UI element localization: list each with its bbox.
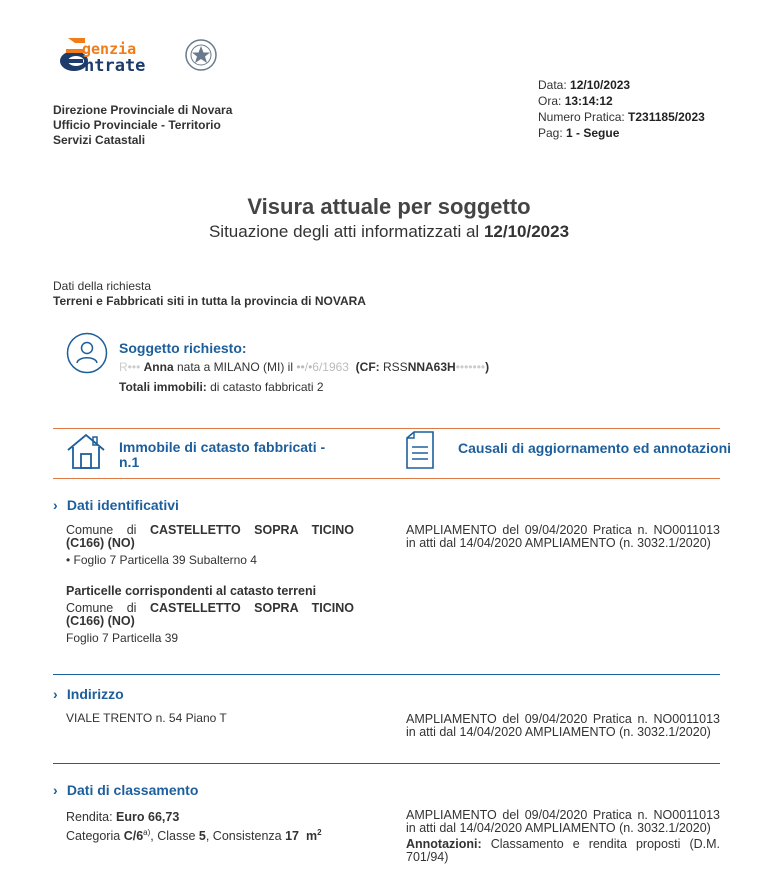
- subject-surname: R•••: [119, 360, 141, 374]
- table-head-left: Immobile di catasto fabbricati - n.1: [119, 439, 326, 470]
- chevron-right-icon: ›: [53, 686, 58, 702]
- subject-birth-date: ••/•6/1963: [296, 360, 349, 374]
- section-rule-2: [53, 763, 720, 764]
- categoria-sup: a): [143, 828, 151, 837]
- subject-totals: [119, 380, 324, 395]
- classamento-causale: [406, 809, 720, 864]
- time-label: Ora:: [538, 94, 562, 108]
- subject-cf-masked: •••••••: [455, 360, 486, 374]
- foglio2-line: Foglio 7 Particella 39: [66, 631, 179, 645]
- subject-cf-mid: NNA63H: [407, 360, 456, 374]
- practice-value: T231185/2023: [628, 110, 705, 124]
- identificativi-heading-label: Dati identificativi: [66, 497, 179, 513]
- subject-cf-close: ): [485, 360, 490, 374]
- consistenza-value: 17: [285, 829, 299, 844]
- logo-line-1: genzia: [82, 40, 137, 58]
- agenzia-logo: [58, 34, 188, 76]
- section-classamento-heading[interactable]: [53, 782, 198, 798]
- time-value: 13:14:12: [564, 94, 613, 108]
- subject-heading: Soggetto richiesto:: [119, 340, 247, 356]
- totals-value: di catasto fabbricati 2: [210, 380, 324, 394]
- table-head-right: Causali di aggiornamento ed annotazioni: [458, 440, 732, 456]
- subtitle-date: 12/10/2023: [483, 222, 570, 241]
- house-icon: [66, 432, 106, 470]
- comune-code: (C166) (NO): [66, 536, 135, 550]
- section-identificativi-heading[interactable]: [53, 497, 179, 513]
- logo-line-2: ntrate: [84, 56, 146, 76]
- annotazioni-value: Classamento e rendita proposti (D.M. 701/94): [406, 837, 721, 864]
- unit-sup: 2: [317, 828, 322, 837]
- chevron-right-icon: ›: [53, 497, 58, 513]
- annotazioni-label: Annotazioni:: [406, 837, 482, 851]
- rendita-label: Rendita:: [66, 810, 113, 824]
- classamento-causale-text: AMPLIAMENTO del 09/04/2020 Pratica n. NO0011013 in atti dal 14/04/2020 AMPLIAMENTO (n. 3032.1/2020): [406, 808, 720, 835]
- indirizzo-address: VIALE TRENTO n. 54 Piano T: [66, 711, 227, 725]
- foglio-line: • Foglio 7 Particella 39 Subalterno 4: [66, 553, 257, 567]
- rendita-value: Euro 66,73: [116, 810, 180, 824]
- date-value: 12/10/2023: [570, 78, 631, 92]
- classamento-heading-label: Dati di classamento: [66, 782, 199, 798]
- chevron-right-icon: ›: [53, 782, 58, 798]
- consistenza-label: , Consistenza: [205, 829, 282, 844]
- subject-birth: nata a MILANO (MI) il: [176, 360, 293, 374]
- meta-block: [538, 77, 705, 141]
- office-line-3: Servizi Catastali: [53, 133, 146, 147]
- classe-label: , Classe: [150, 829, 196, 844]
- user-icon: [66, 332, 108, 374]
- office-block: [53, 103, 232, 148]
- page-value: 1 - Segue: [566, 126, 620, 140]
- classe-value: 5: [198, 829, 206, 844]
- page-title: Visura attuale per soggetto: [247, 194, 531, 219]
- request-label: Dati della richiesta: [53, 279, 152, 293]
- consistenza-unit: m: [305, 829, 318, 844]
- totals-label: Totali immobili:: [119, 380, 207, 394]
- comune2-name: CASTELLETTO SOPRA TICINO: [149, 601, 354, 615]
- comune2-code: (C166) (NO): [66, 614, 135, 628]
- page-subtitle: [0, 222, 778, 242]
- comune-prefix: Comune di: [66, 523, 137, 537]
- identificativi-causale: AMPLIAMENTO del 09/04/2020 Pratica n. NO0011013 in atti dal 14/04/2020 AMPLIAMENTO (n. 3032.1/2020): [406, 523, 720, 550]
- subject-cf-label: (CF:: [355, 360, 380, 374]
- categoria-label: Categoria: [66, 829, 121, 844]
- subject-cf-start: RSS: [383, 360, 408, 374]
- table-head-top-rule: [53, 428, 720, 429]
- office-line-1: Direzione Provinciale di Novara: [53, 103, 233, 117]
- categoria-value: C/6: [123, 829, 144, 844]
- comune2-prefix: Comune di: [66, 601, 137, 615]
- identificativi-details: [66, 524, 354, 645]
- comune-name: CASTELLETTO SOPRA TICINO: [149, 523, 354, 537]
- particelle-heading: Particelle corrispondenti al catasto terreni: [66, 584, 317, 598]
- subject-line: [119, 360, 489, 375]
- classamento-details: [66, 809, 354, 844]
- date-label: Data:: [538, 78, 567, 92]
- republic-emblem-icon: [184, 37, 218, 73]
- document-icon: [405, 431, 435, 469]
- table-head-bottom-rule: [53, 478, 720, 479]
- practice-label: Numero Pratica:: [538, 110, 625, 124]
- subject-name: Anna: [143, 360, 174, 374]
- page-label: Pag:: [538, 126, 563, 140]
- office-line-2: Ufficio Provinciale - Territorio: [53, 118, 221, 132]
- indirizzo-causale: AMPLIAMENTO del 09/04/2020 Pratica n. NO0011013 in atti dal 14/04/2020 AMPLIAMENTO (n. 3032.1/2020): [406, 712, 720, 739]
- section-rule-1: [53, 674, 720, 675]
- section-indirizzo-heading[interactable]: [53, 686, 124, 702]
- subtitle-prefix: Situazione degli atti informatizzati al: [208, 222, 480, 241]
- request-value: Terreni e Fabbricati siti in tutta la provincia di NOVARA: [53, 294, 366, 308]
- indirizzo-heading-label: Indirizzo: [66, 686, 124, 702]
